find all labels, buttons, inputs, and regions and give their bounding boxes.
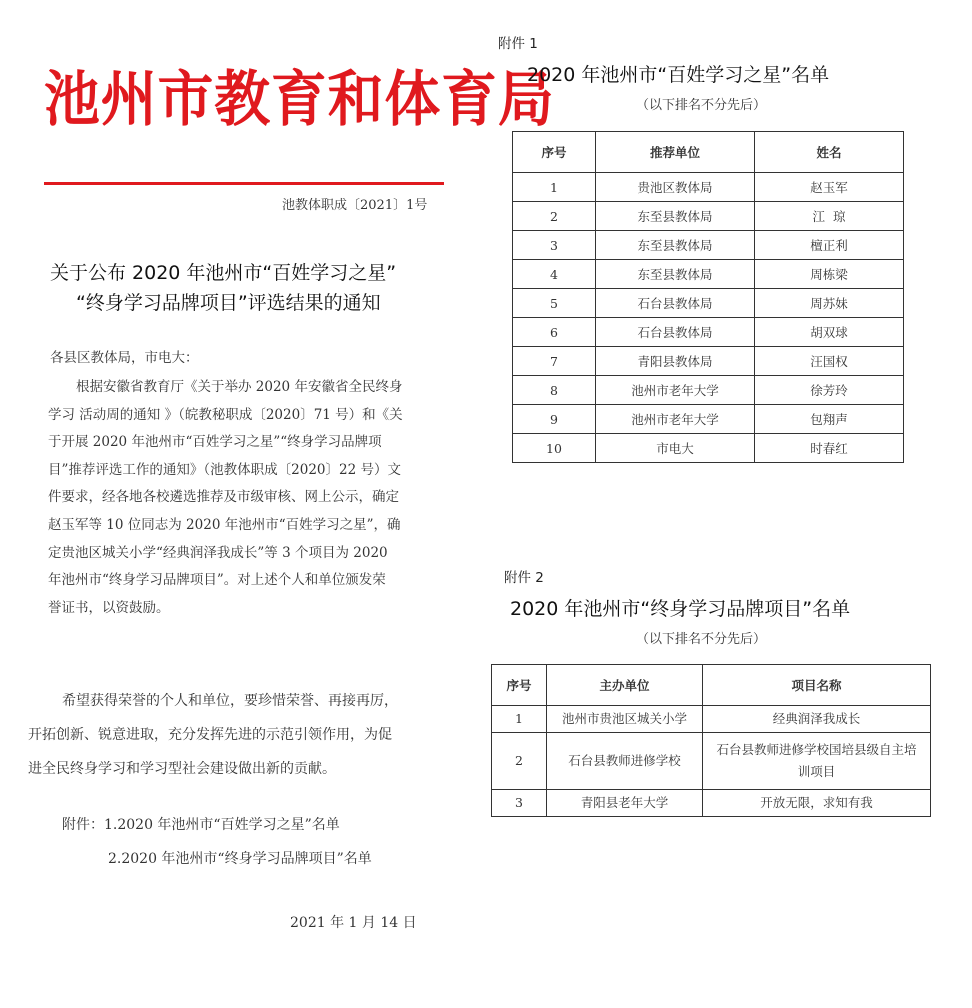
cell-index: 9 xyxy=(513,405,596,434)
notice-date: 2021 年 1 月 14 日 xyxy=(290,915,417,931)
attachment-line-1: 附件：1.2020 年池州市“百姓学习之星”名单 xyxy=(62,817,340,833)
document-number: 池教体职成〔2021〕1号 xyxy=(282,198,428,213)
table-header-row xyxy=(513,132,904,173)
cell-unit: 青阳县教体局 xyxy=(596,347,755,376)
paragraph-line: 于开展 2020 年池州市“百姓学习之星”“终身学习品牌项 xyxy=(48,434,382,451)
paragraph-line: 学习 活动周的通知 》（皖教秘职成〔2020〕71 号）和《关 xyxy=(48,406,403,423)
cell-index: 2 xyxy=(513,202,596,231)
annex-2-label: 附件 2 xyxy=(504,570,544,586)
cell-unit: 东至县教体局 xyxy=(596,202,755,231)
paragraph-line: 开拓创新、锐意进取，充分发挥先进的示范引领作用，为促 xyxy=(28,727,392,743)
cell-index: 8 xyxy=(513,376,596,405)
cell-index: 3 xyxy=(513,231,596,260)
annex-1-subtitle: （以下排名不分先后） xyxy=(636,98,767,113)
annex-1-table xyxy=(512,131,904,463)
cell-unit: 贵池区教体局 xyxy=(596,173,755,202)
cell-index: 3 xyxy=(492,790,547,817)
table-row xyxy=(513,318,904,347)
cell-index: 2 xyxy=(492,733,547,790)
cell-unit: 石台县教体局 xyxy=(596,318,755,347)
cell-name: 赵玉军 xyxy=(755,173,904,202)
cell-host: 石台县教师进修学校 xyxy=(547,733,703,790)
annex-1-label: 附件 1 xyxy=(498,36,538,52)
paragraph-line: 根据安徽省教育厅《关于举办 2020 年安徽省全民终身 xyxy=(76,379,403,395)
letterhead-org-name: 池州市教育和体育局 xyxy=(44,65,555,135)
cell-unit: 石台县教体局 xyxy=(596,289,755,318)
cell-index: 4 xyxy=(513,260,596,289)
column-header-index: 序号 xyxy=(492,665,547,706)
paragraph-line: 赵玉军等 10 位同志为 2020 年池州市“百姓学习之星”，确 xyxy=(48,516,401,533)
table-row xyxy=(492,733,931,790)
cell-host: 池州市贵池区城关小学 xyxy=(547,706,703,733)
cell-unit: 市电大 xyxy=(596,434,755,463)
paragraph-line: 进全民终身学习和学习型社会建设做出新的贡献。 xyxy=(28,761,336,777)
paragraph-line: 定贵池区城关小学“经典润泽我成长”等 3 个项目为 2020 xyxy=(48,544,388,561)
cell-index: 10 xyxy=(513,434,596,463)
cell-name: 时春红 xyxy=(755,434,904,463)
cell-name: 周栋梁 xyxy=(755,260,904,289)
table-row xyxy=(513,376,904,405)
cell-unit: 池州市老年大学 xyxy=(596,376,755,405)
cell-project: 石台县教师进修学校国培县级自主培训项目 xyxy=(703,733,931,790)
cell-name: 胡双球 xyxy=(755,318,904,347)
annex-2-subtitle: （以下排名不分先后） xyxy=(636,632,767,647)
table-row xyxy=(513,173,904,202)
table-row xyxy=(492,706,931,733)
notice-paragraph-2 xyxy=(28,684,468,786)
cell-index: 1 xyxy=(513,173,596,202)
cell-name: 檀正利 xyxy=(755,231,904,260)
paragraph-line: 件要求，经各地各校遴选推荐及市级审核、网上公示，确定 xyxy=(48,489,399,506)
table-row xyxy=(513,434,904,463)
cell-name: 周苏妹 xyxy=(755,289,904,318)
paragraph-line: 希望获得荣誉的个人和单位，要珍惜荣誉、再接再厉， xyxy=(62,693,398,709)
annex-1-title: 2020 年池州市“百姓学习之星”名单 xyxy=(527,64,830,86)
notice-greeting: 各县区教体局，市电大： xyxy=(50,350,199,366)
column-header-unit: 推荐单位 xyxy=(596,132,755,173)
column-header-project: 项目名称 xyxy=(703,665,931,706)
cell-project: 经典润泽我成长 xyxy=(703,706,931,733)
cell-index: 1 xyxy=(492,706,547,733)
cell-index: 5 xyxy=(513,289,596,318)
column-header-name: 姓名 xyxy=(755,132,904,173)
cell-name: 江 琼 xyxy=(755,202,904,231)
notice-paragraph-1 xyxy=(48,374,466,622)
table-row xyxy=(513,405,904,434)
table-row xyxy=(513,231,904,260)
annex-2-table xyxy=(491,664,931,817)
table-row xyxy=(513,289,904,318)
letterhead-red-rule xyxy=(44,182,444,185)
table-row xyxy=(513,260,904,289)
cell-host: 青阳县老年大学 xyxy=(547,790,703,817)
attachment-line-2: 2.2020 年池州市“终身学习品牌项目”名单 xyxy=(108,851,372,867)
cell-project: 开放无限，求知有我 xyxy=(703,790,931,817)
cell-index: 7 xyxy=(513,347,596,376)
annex-2-title: 2020 年池州市“终身学习品牌项目”名单 xyxy=(510,598,851,620)
table-row xyxy=(492,790,931,817)
column-header-index: 序号 xyxy=(513,132,596,173)
paragraph-line: 年池州市“终身学习品牌项目”。对上述个人和单位颁发荣 xyxy=(48,572,386,589)
paragraph-line: 目”推荐评选工作的通知》（池教体职成〔2020〕22 号）文 xyxy=(48,461,401,478)
column-header-host: 主办单位 xyxy=(547,665,703,706)
table-row xyxy=(513,347,904,376)
paragraph-line: 誉证书，以资鼓励。 xyxy=(48,599,170,616)
cell-name: 包翔声 xyxy=(755,405,904,434)
notice-title-line-1: 关于公布 2020 年池州市“百姓学习之星” xyxy=(50,262,397,284)
cell-unit: 东至县教体局 xyxy=(596,231,755,260)
table-header-row xyxy=(492,665,931,706)
notice-title-line-2: “终身学习品牌项目”评选结果的通知 xyxy=(76,292,381,314)
cell-unit: 东至县教体局 xyxy=(596,260,755,289)
cell-unit: 池州市老年大学 xyxy=(596,405,755,434)
cell-name: 汪国权 xyxy=(755,347,904,376)
cell-index: 6 xyxy=(513,318,596,347)
cell-name: 徐芳玲 xyxy=(755,376,904,405)
table-row xyxy=(513,202,904,231)
